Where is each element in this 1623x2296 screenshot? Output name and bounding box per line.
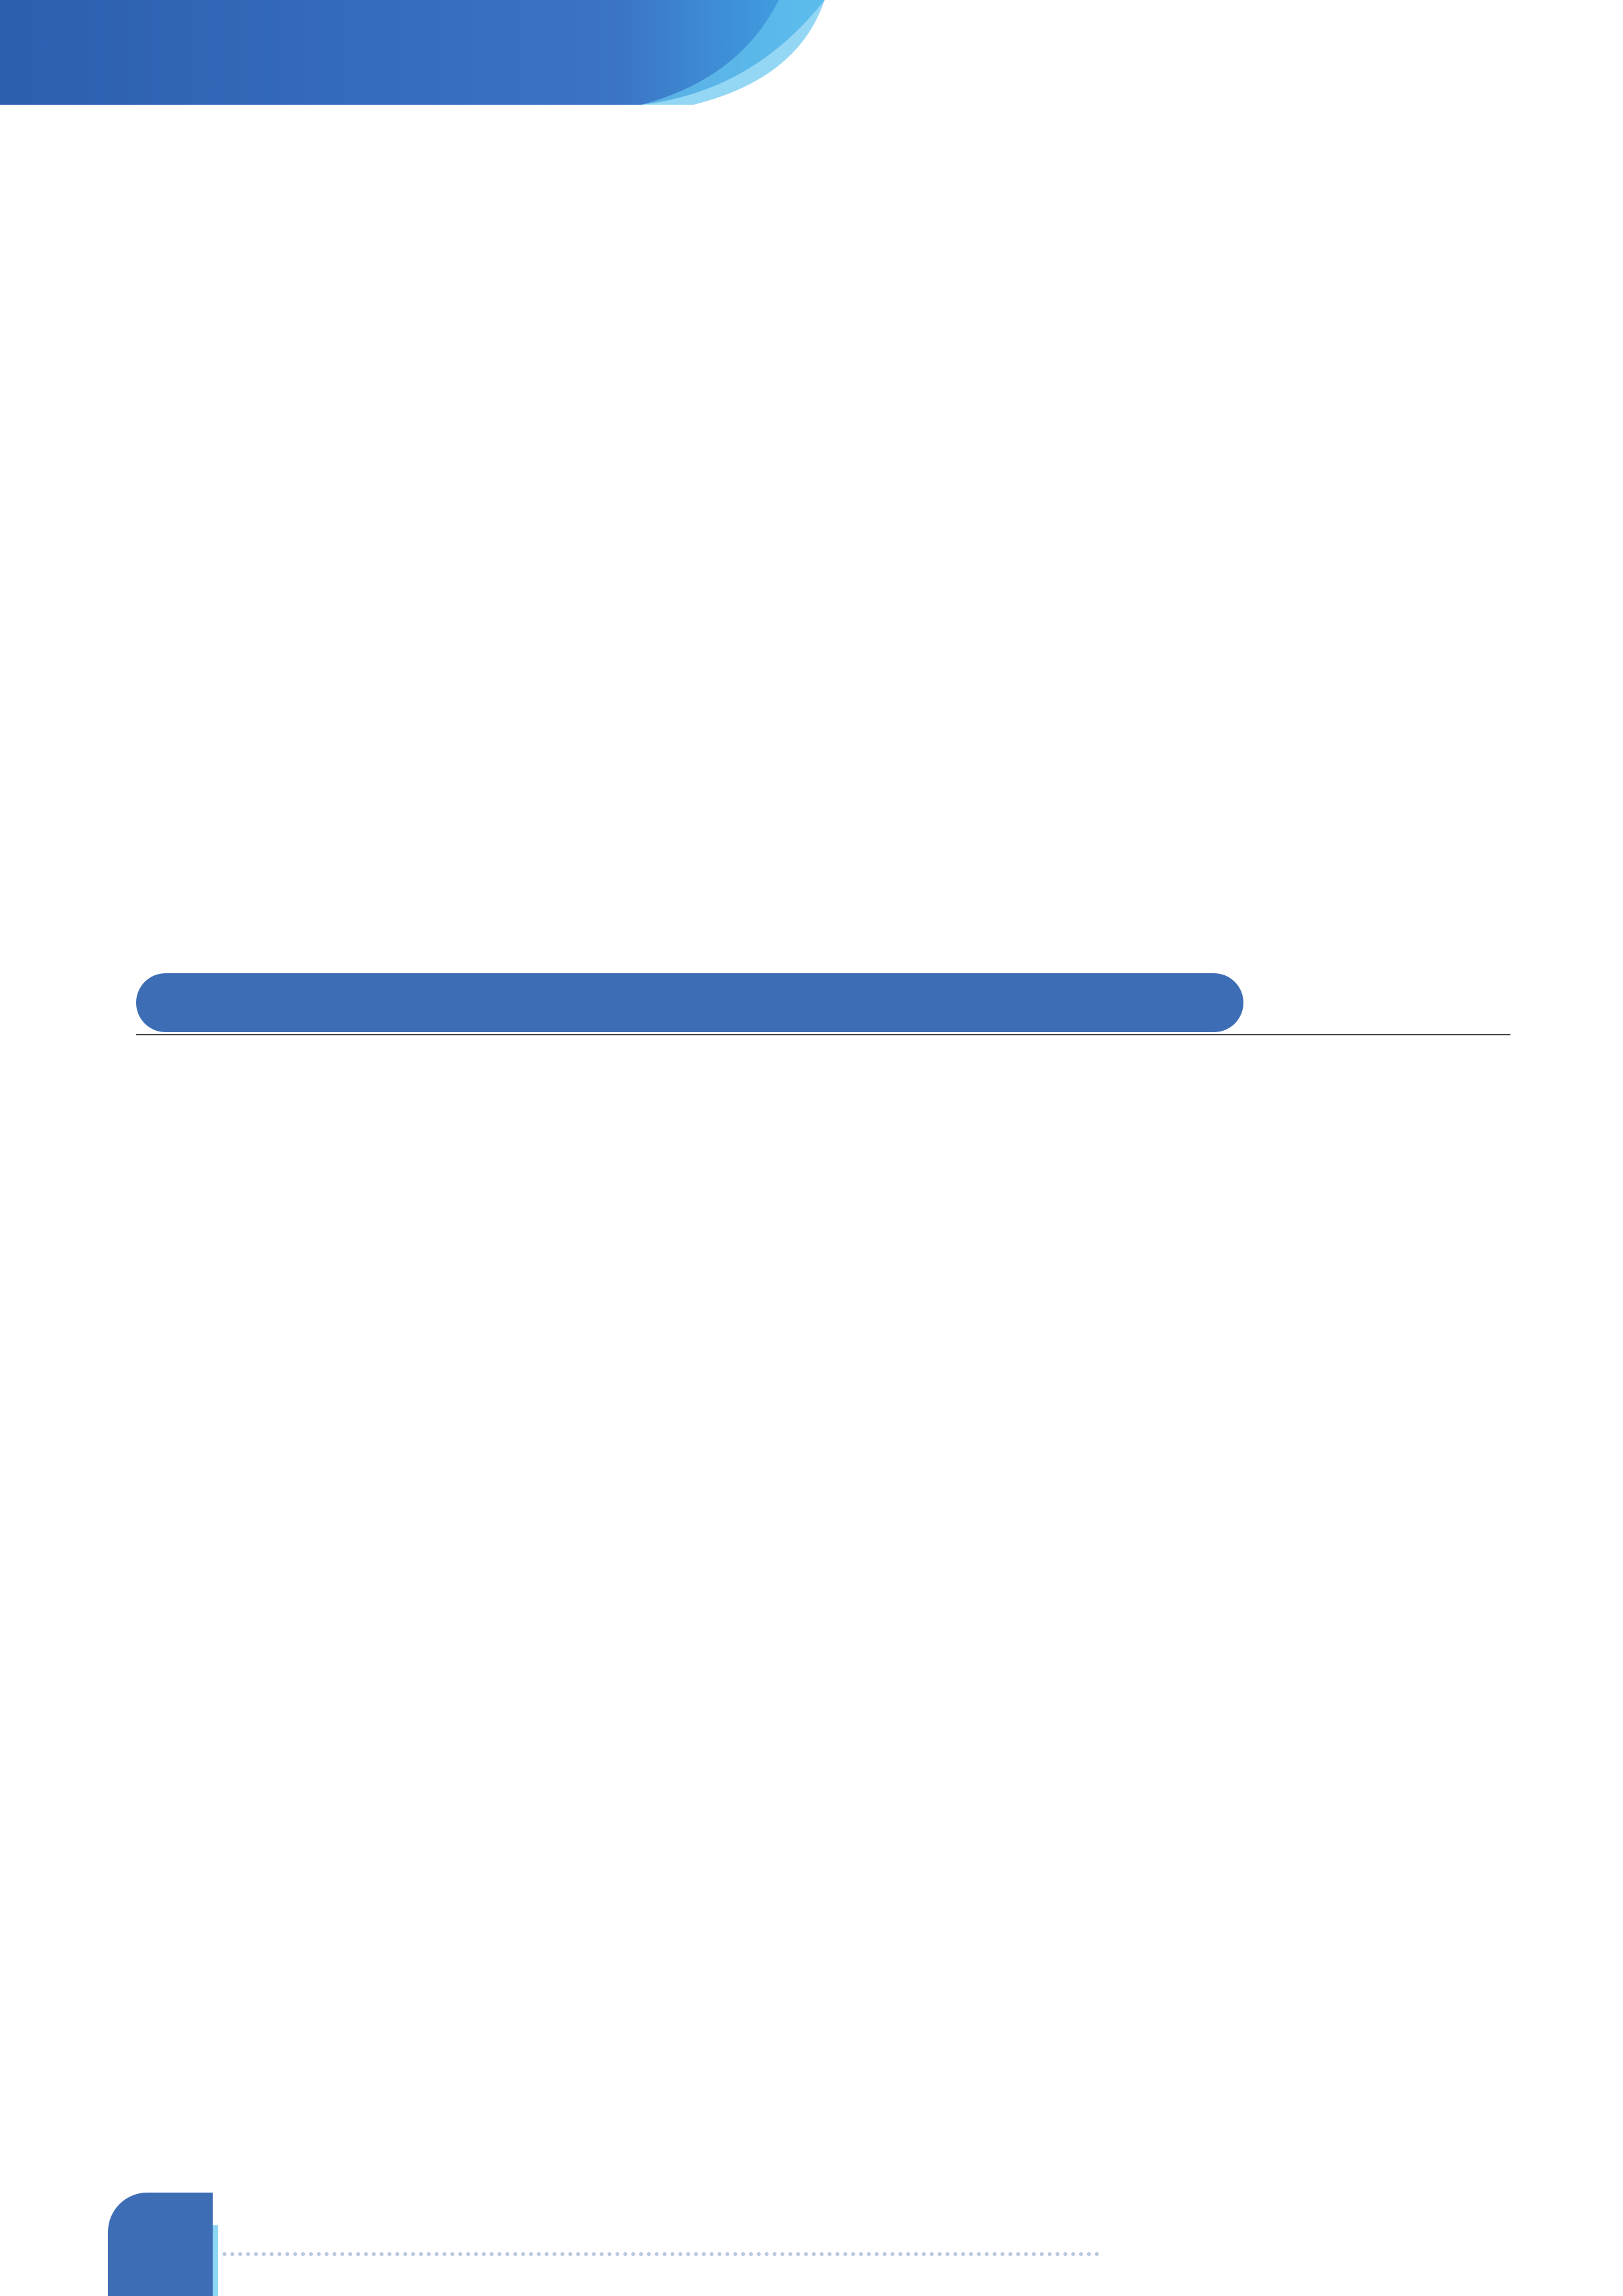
bar-chart <box>136 1034 1510 1623</box>
footer-accent-bar <box>213 2225 218 2296</box>
figure-title-pill <box>136 973 1243 1032</box>
page-number-box <box>108 2193 213 2296</box>
header-banner <box>0 0 851 108</box>
footer-dotted-rule <box>223 2252 1099 2256</box>
